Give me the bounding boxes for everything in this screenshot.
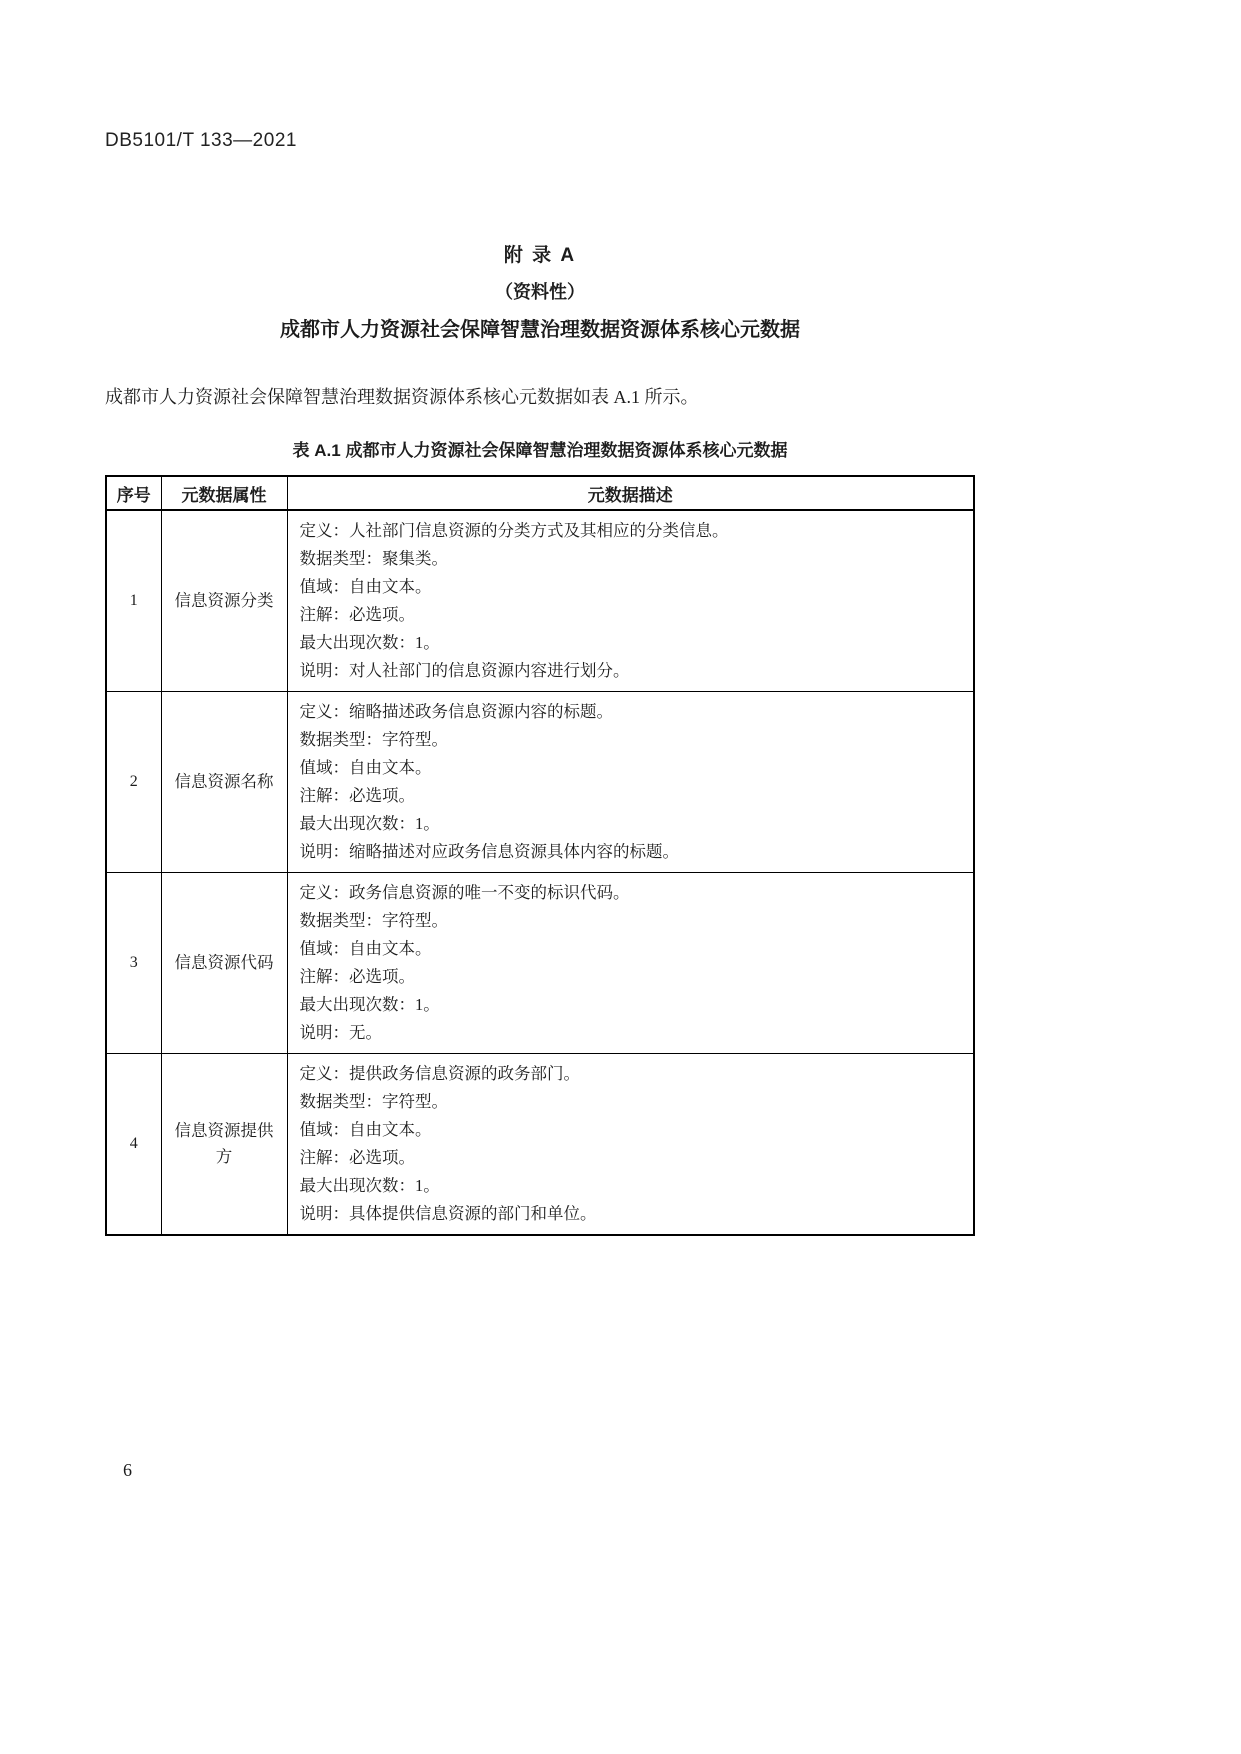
row-number: 4	[106, 1054, 161, 1236]
description-line: 注解：必选项。	[299, 967, 415, 986]
description-line: 数据类型：聚集类。	[299, 549, 448, 568]
description-line: 数据类型：字符型。	[299, 730, 448, 749]
description-line: 定义：人社部门信息资源的分类方式及其相应的分类信息。	[299, 521, 729, 540]
description-line: 说明：具体提供信息资源的部门和单位。	[299, 1204, 597, 1223]
description-line: 注解：必选项。	[299, 1148, 415, 1167]
description-line: 最大出现次数：1。	[299, 633, 440, 652]
description-line: 注解：必选项。	[299, 786, 415, 805]
description-line: 值域：自由文本。	[299, 577, 432, 596]
description-line: 最大出现次数：1。	[299, 995, 440, 1014]
row-number: 3	[106, 873, 161, 1054]
content-area	[105, 0, 975, 1236]
appendix-type: （资料性）	[495, 282, 585, 302]
description-line: 值域：自由文本。	[299, 1120, 432, 1139]
row-attribute: 信息资源分类	[161, 510, 287, 692]
table-row	[106, 873, 974, 1054]
description-line: 数据类型：字符型。	[299, 1092, 448, 1111]
description-line: 定义：提供政务信息资源的政务部门。	[299, 1064, 580, 1083]
description-line: 定义：缩略描述政务信息资源内容的标题。	[299, 702, 613, 721]
column-header-description: 元数据描述	[287, 476, 974, 510]
column-header-attribute: 元数据属性	[161, 476, 287, 510]
row-description	[287, 1054, 974, 1236]
row-attribute: 信息资源名称	[161, 692, 287, 873]
description-line: 最大出现次数：1。	[299, 1176, 440, 1195]
row-description	[287, 873, 974, 1054]
description-line: 值域：自由文本。	[299, 758, 432, 777]
table-row	[106, 1054, 974, 1236]
metadata-table	[105, 475, 975, 1236]
intro-paragraph: 成都市人力资源社会保障智慧治理数据资源体系核心元数据如表 A.1 所示。	[105, 387, 699, 407]
description-line: 说明：对人社部门的信息资源内容进行划分。	[299, 661, 630, 680]
appendix-label: 附 录 A	[503, 245, 577, 266]
document-number: DB5101/T 133—2021	[105, 130, 297, 151]
column-header-no: 序号	[106, 476, 161, 510]
row-attribute: 信息资源提供方	[161, 1054, 287, 1236]
description-line: 最大出现次数：1。	[299, 814, 440, 833]
description-line: 数据类型：字符型。	[299, 911, 448, 930]
description-line: 定义：政务信息资源的唯一不变的标识代码。	[299, 883, 630, 902]
table-row	[106, 510, 974, 692]
row-number: 1	[106, 510, 161, 692]
description-line: 说明：缩略描述对应政务信息资源具体内容的标题。	[299, 842, 679, 861]
description-line: 值域：自由文本。	[299, 939, 432, 958]
page-number: 6	[123, 1460, 132, 1480]
row-number: 2	[106, 692, 161, 873]
description-line: 说明：无。	[299, 1023, 382, 1042]
appendix-heading: 成都市人力资源社会保障智慧治理数据资源体系核心元数据	[280, 319, 800, 341]
row-description	[287, 510, 974, 692]
row-attribute: 信息资源代码	[161, 873, 287, 1054]
table-header-row	[106, 476, 974, 510]
table-caption: 表 A.1 成都市人力资源社会保障智慧治理数据资源体系核心元数据	[292, 441, 788, 460]
table-row	[106, 692, 974, 873]
row-description	[287, 692, 974, 873]
description-line: 注解：必选项。	[299, 605, 415, 624]
